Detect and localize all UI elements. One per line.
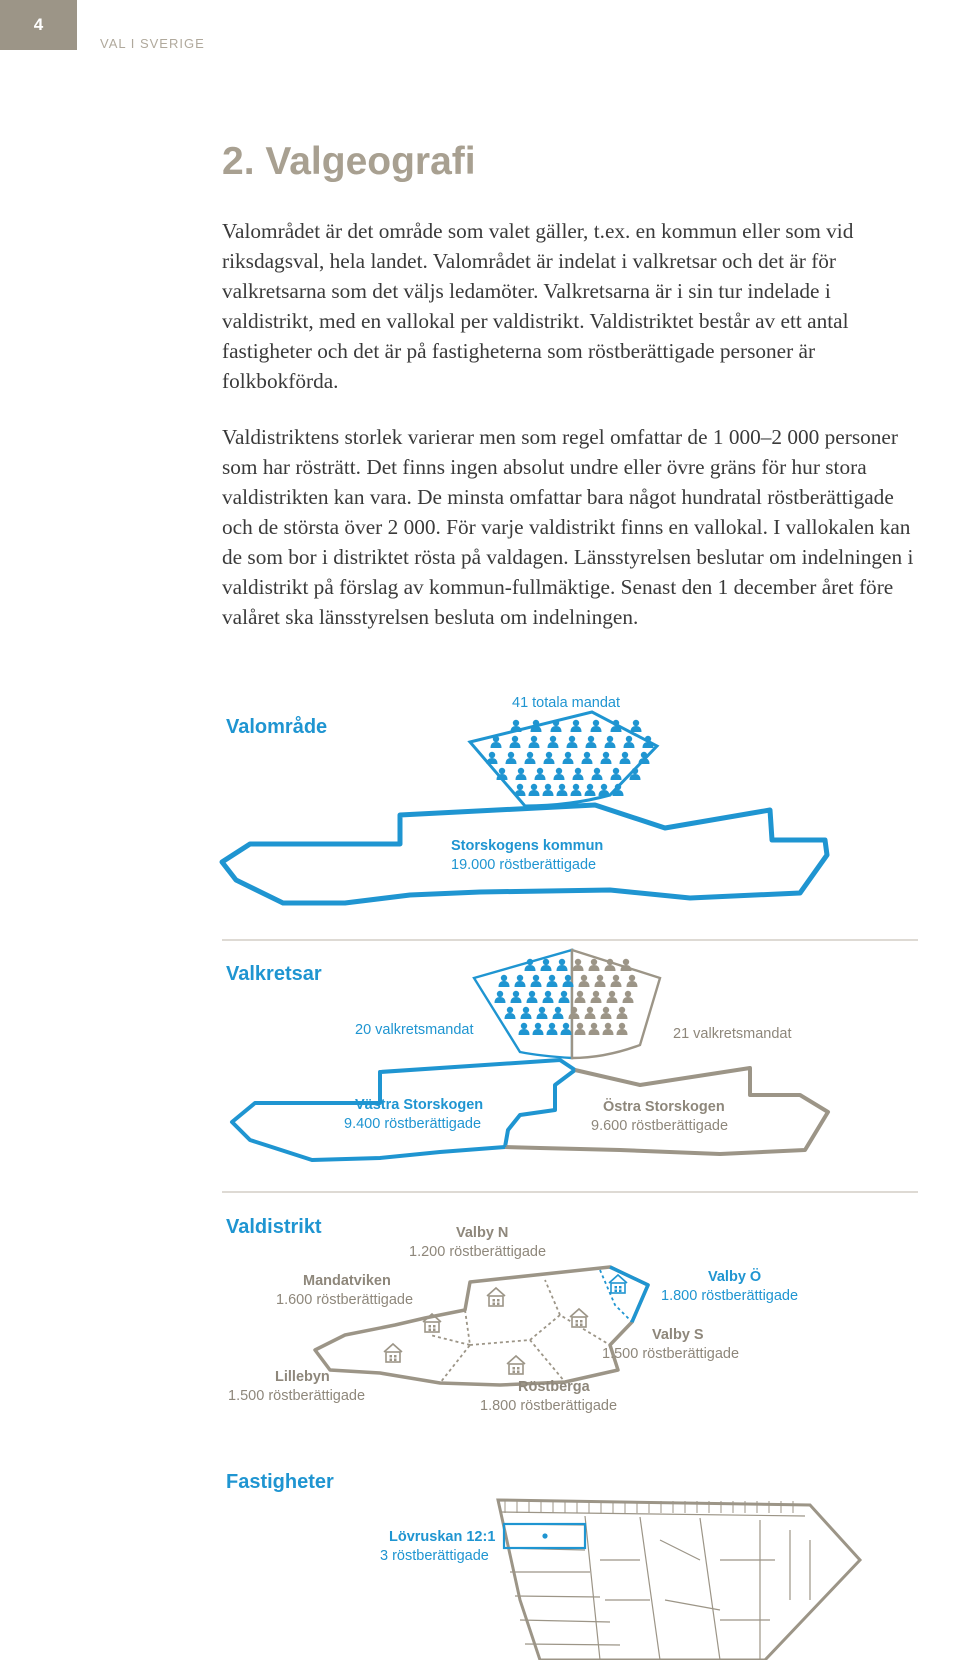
polling-station-icon (609, 1275, 627, 1293)
district-name: Lillebyn (275, 1369, 330, 1385)
district-voters: 1.800 röstberättigade (480, 1398, 618, 1414)
west-constituency-name: Västra Storskogen (355, 1097, 484, 1113)
paragraph-2-part-b: fullmäktige. Senast den 1 december året före valåret ska länsstyrelsen besluta om indelningen. (222, 575, 894, 629)
constituency-border (505, 1070, 575, 1147)
valomrade-heading: Valområde (226, 716, 328, 738)
valdistrikt-heading: Valdistrikt (226, 1216, 322, 1238)
municipality-voters: 19.000 röstberättigade (451, 857, 597, 873)
valkretsar-heading: Valkretsar (226, 963, 322, 985)
polling-station-icon (570, 1309, 588, 1327)
polling-station-icon (384, 1344, 402, 1362)
paragraph-1: Valområdet är det område som valet gäller, t.ex. en kommun eller som vid riksdagsval, hela landet. Valområdet är indelat i valkretsar och det är för valkretsarna som det väljs ledamöter. Valkretsarna är i sin tur indelade i valdistrikt, med en vallokal per valdistrikt. Valdistriktet består av ett antal fastigheter och det är på fastigheterna som röstberättigade personer är folkbokförda. (222, 219, 854, 393)
property-name: Lövruskan 12:1 (389, 1529, 496, 1545)
district-name: Valby S (652, 1327, 704, 1343)
valkrets-fan-east (572, 950, 660, 1058)
page-number: 4 (0, 0, 77, 50)
fastigheter-heading: Fastigheter (226, 1471, 334, 1493)
east-mandates-label: 21 valkretsmandat (673, 1026, 792, 1042)
polling-station-icon (507, 1356, 525, 1374)
district-name: Valby Ö (708, 1269, 762, 1285)
district-name: Röstberga (518, 1379, 590, 1395)
municipality-outline (222, 805, 827, 903)
east-constituency-name: Östra Storskogen (603, 1099, 725, 1115)
district-voters: 1.500 röstberättigade (602, 1346, 740, 1362)
polling-station-icon (487, 1288, 505, 1306)
seat-icon (511, 720, 522, 732)
paragraph-2-part-a: Valdistriktens storlek varierar men som regel omfattar de 1 000–2 000 personer som har rösträtt. Det finns ingen absolut undre eller övre gräns för hur stora valdistrikten kan vara. De minsta omfattar bara något hundratal röstberättigade och de största över 2 000. För varje valdistrikt finns en vallokal. I vallokalen kan de som bor i distriktet rösta på valdagen. Länsstyrelsen beslutar om indelningen i valdistrikt på förslag av kommun- (222, 425, 914, 599)
district-name: Mandatviken (303, 1273, 391, 1289)
chapter-title: 2. Valgeografi (222, 140, 476, 183)
seat-icon (631, 720, 642, 732)
west-mandates-label: 20 valkretsmandat (355, 1022, 474, 1038)
running-head: VAL I SVERIGE (100, 36, 205, 51)
district-name: Valby N (456, 1225, 509, 1241)
west-constituency-voters: 9.400 röstberättigade (344, 1116, 482, 1132)
district-voters: 1.200 röstberättigade (409, 1244, 547, 1260)
municipality-name: Storskogens kommun (451, 838, 604, 854)
total-mandates-label: 41 totala mandat (512, 695, 621, 711)
district-voters: 1.800 röstberättigade (661, 1288, 799, 1304)
district-voters: 1.500 röstberättigade (228, 1388, 366, 1404)
property-voters: 3 röstberättigade (380, 1548, 489, 1564)
district-voters: 1.600 röstberättigade (276, 1292, 414, 1308)
district-valby-o-outline (610, 1267, 648, 1322)
east-constituency-voters: 9.600 röstberättigade (591, 1118, 729, 1134)
property-marker (542, 1533, 547, 1538)
valkrets-fan-west (474, 950, 572, 1058)
